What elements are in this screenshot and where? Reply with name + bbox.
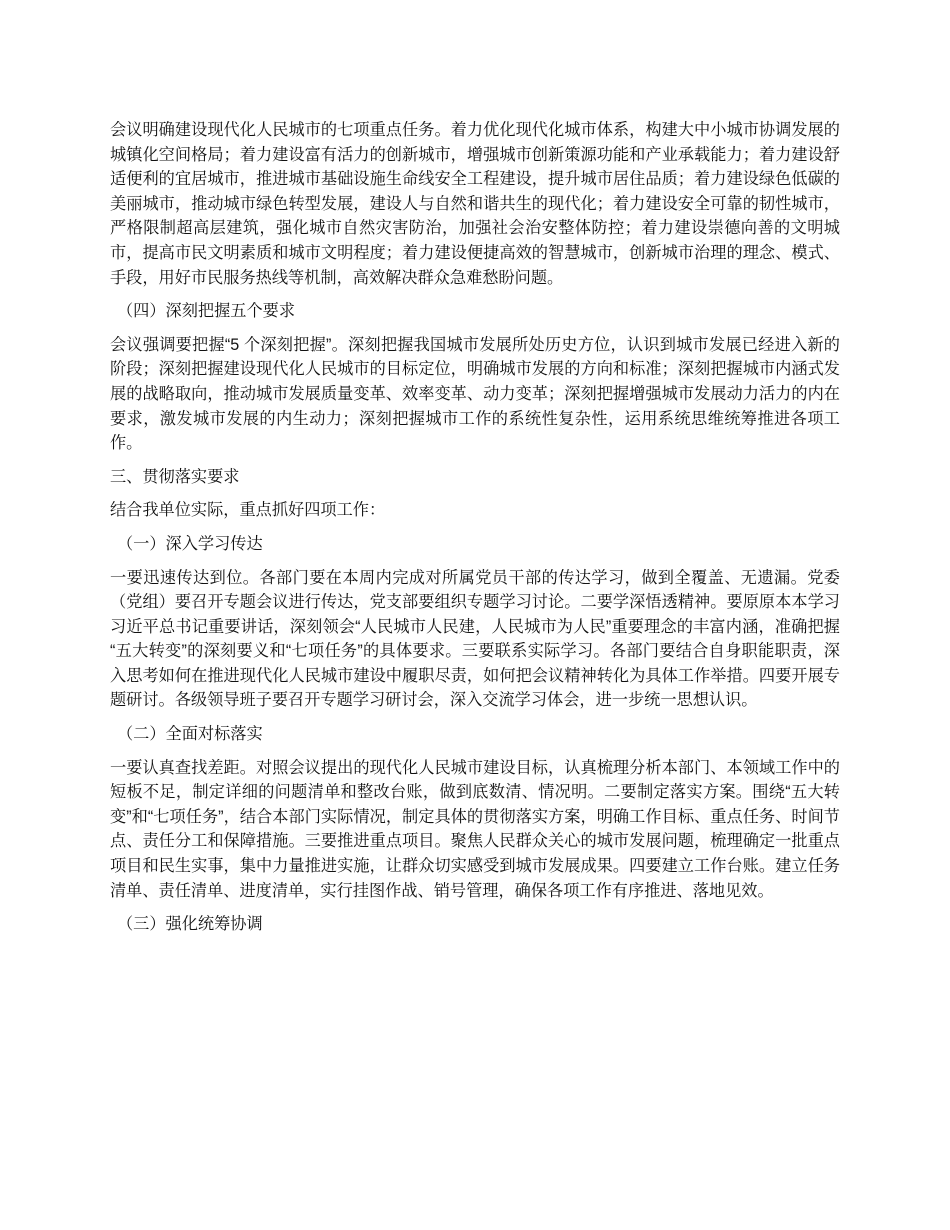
paragraph-study-and-transmit-body: 一要迅速传达到位。各部门要在本周内完成对所属党员干部的传达学习，做到全覆盖、无遗漏。党委（党组）要召开专题会议进行传达，党支部要组织专题学习讨论。二要学深悟透精神。要原原本本学习习近平总书记重要讲话，深刻领会“人民城市人民建，人民城市为人民”重要理念的丰富内涵，准确把握“五大转变”的深刻要义和“七项任务”的具体要求。三要联系实际学习。各部门要结合自身职能职责，深入思考如何在推进现代化人民城市建设中履职尽责，如何把会议精神转化为具体工作举措。四要开展专题研讨。各级领导班子要召开专题学习研讨会，深入交流学习体会，进一步统一思想认识。	[110, 568, 840, 710]
heading-subsection-one-study-and-transmit: （一）深入学习传达	[117, 534, 263, 553]
paragraph-five-deep-grasps: 会议强调要把握“5 个深刻把握”。深刻把握我国城市发展所处历史方位，认识到城市发展已经进入新的阶段；深刻把握建设现代化人民城市的目标定位，明确城市发展的方向和标准；深刻把握城市内涵式发展的战略取向，推动城市发展质量变革、效率变革、动力变革；深刻把握增强城市发展动力活力的内在要求，激发城市发展的内生动力；深刻把握城市工作的系统性复杂性，运用系统思维统筹推进各项工作。	[110, 335, 840, 453]
heading-section-four-five-requirements: （四）深刻把握五个要求	[117, 302, 296, 321]
document-body	[110, 118, 840, 937]
paragraph-four-works-intro: 结合我单位实际，重点抓好四项工作：	[110, 501, 386, 520]
heading-subsection-three-strengthen-coordination: （三）强化统筹协调	[117, 915, 263, 934]
heading-section-three-implementation-requirements: 三、贯彻落实要求	[110, 467, 240, 486]
paragraph-seven-key-tasks: 会议明确建设现代化人民城市的七项重点任务。着力优化现代化城市体系，构建大中小城市协调发展的城镇化空间格局；着力建设富有活力的创新城市，增强城市创新策源功能和产业承载能力；着力建设舒适便利的宜居城市，推进城市基础设施生命线安全工程建设，提升城市居住品质；着力建设绿色低碳的美丽城市，推动城市绿色转型发展，建设人与自然和谐共生的现代化；着力建设安全可靠的韧性城市，严格限制超高层建筑，强化城市自然灾害防治，加强社会治安整体防控；着力建设崇德向善的文明城市，提高市民文明素质和城市文明程度；着力建设便捷高效的智慧城市，创新城市治理的理念、模式、手段，用好市民服务热线等机制，高效解决群众急难愁盼问题。	[110, 121, 840, 287]
heading-subsection-two-benchmark-implementation: （二）全面对标落实	[117, 725, 263, 744]
paragraph-benchmark-implementation-body: 一要认真查找差距。对照会议提出的现代化人民城市建设目标，认真梳理分析本部门、本领域工作中的短板不足，制定详细的问题清单和整改台账，做到底数清、情况明。二要制定落实方案。围绕“五大转变”和“七项任务”，结合本部门实际情况，制定具体的贯彻落实方案，明确工作目标、重点任务、时间节点、责任分工和保障措施。三要推进重点项目。聚焦人民群众关心的城市发展问题，梳理确定一批重点项目和民生实事，集中力量推进实施，让群众切实感受到城市发展成果。四要建立工作台账。建立任务清单、责任清单、进度清单，实行挂图作战、销号管理，确保各项工作有序推进、落地见效。	[110, 758, 840, 900]
